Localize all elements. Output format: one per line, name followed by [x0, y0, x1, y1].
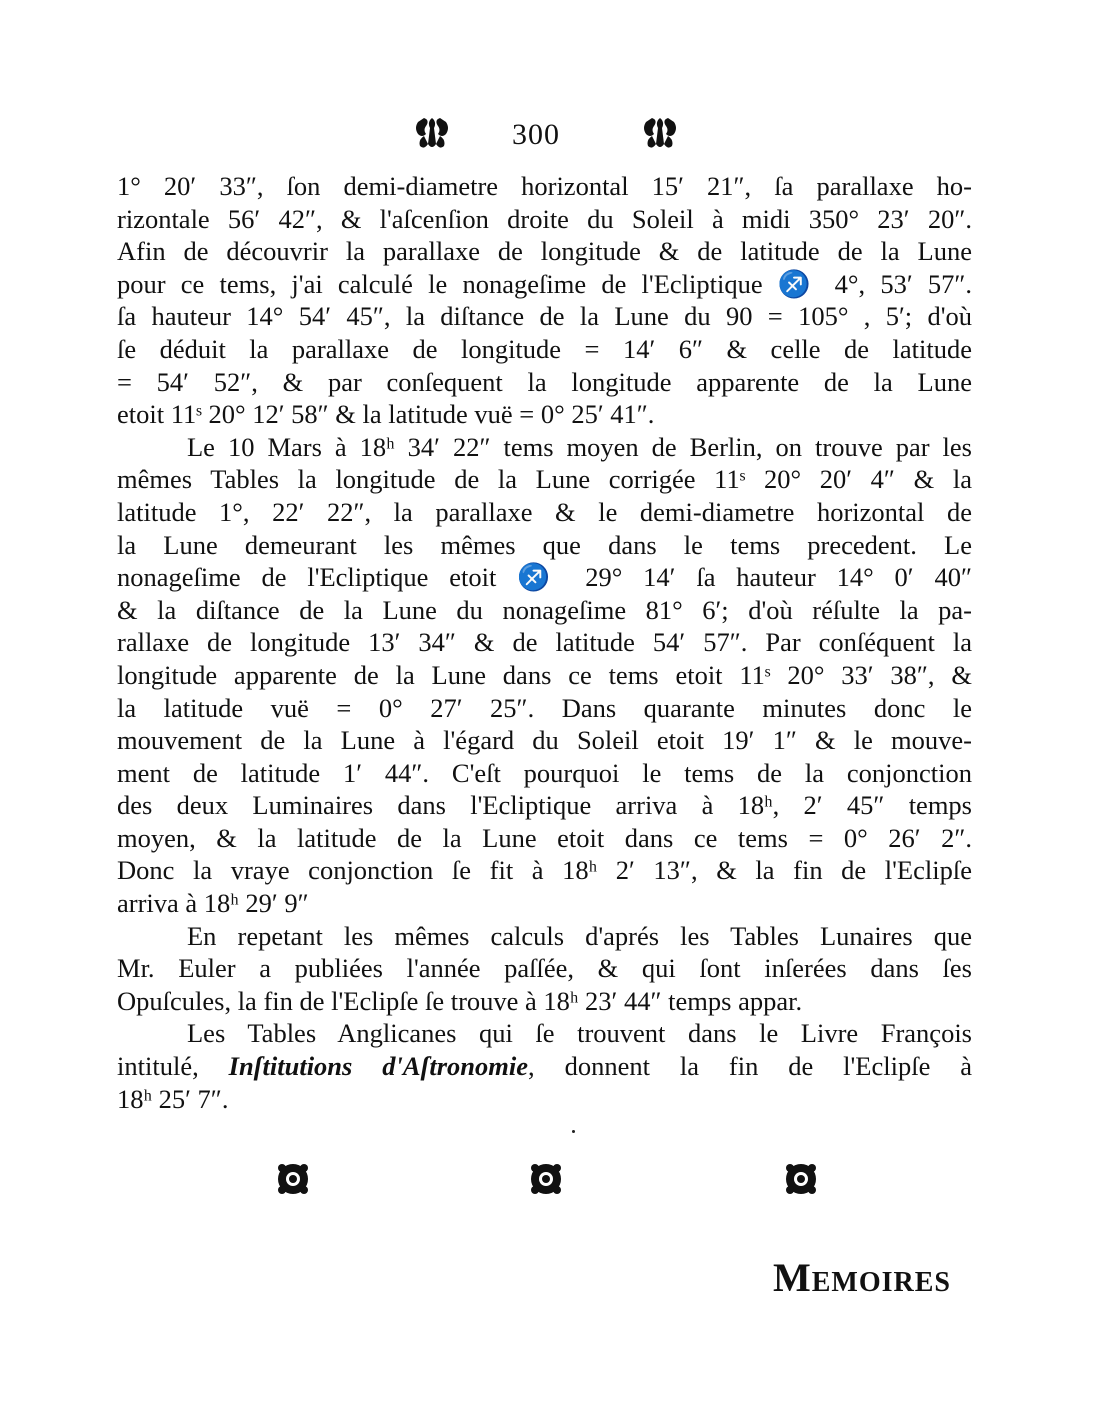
- text-fragment: , donnent la fin de l'Eclipſe à: [528, 1051, 973, 1082]
- text-line: ment de latitude 1′ 44″. C'eſt pourquoi le tems de la conjonction: [117, 757, 972, 788]
- text-line: mouvement de la Lune à l'égard du Soleil etoit 19′ 1″ & le mouve-: [117, 725, 972, 756]
- text-line: 18ʰ 25′ 7″.: [117, 1083, 229, 1114]
- text-line-with-title: [117, 1050, 972, 1083]
- running-header: [0, 116, 1100, 156]
- text-line: 1° 20′ 33″, ſon demi-diametre horizontal 15′ 21″, ſa parallaxe ho-: [117, 171, 972, 201]
- paragraph-start-line: Les Tables Anglicanes qui ſe trouvent dans le Livre François: [187, 1018, 972, 1049]
- text-line: rizontale 56′ 42″, & l'aſcenſion droite du Soleil à midi 350° 23′ 20″.: [117, 203, 972, 234]
- fleuron-ornament-icon: [274, 1160, 312, 1198]
- text-line: & la diſtance de la Lune du nonageſime 81° 6′; d'où réſulte la pa-: [117, 594, 972, 625]
- text-line: pour ce tems, j'ai calculé le nonageſime de l'Ecliptique ♐ 4°, 53′ 57″.: [117, 268, 972, 299]
- text-line: etoit 11ˢ 20° 12′ 58″ & la latitude vuë = 0° 25′ 41″.: [117, 399, 655, 430]
- text-line: Donc la vraye conjonction ſe fit à 18ʰ 2′ 13″, & la fin de l'Eclipſe: [117, 855, 972, 886]
- text-line: ſa hauteur 14° 54′ 45″, la diſtance de la Lune du 90 = 105° , 5′; d'où: [117, 301, 972, 332]
- text-line: ſe déduit la parallaxe de longitude = 14′ 6″ & celle de latitude: [117, 333, 972, 364]
- vignette-ornament-right-icon: [640, 116, 680, 152]
- text-line: moyen, & la latitude de la Lune etoit dans ce tems = 0° 26′ 2″.: [117, 822, 972, 853]
- vignette-ornament-left-icon: [412, 116, 452, 152]
- text-line: mêmes Tables la longitude de la Lune corrigée 11ˢ 20° 20′ 4″ & la: [117, 464, 972, 495]
- page-number: 300: [512, 118, 560, 151]
- fleuron-ornament-icon: [527, 1160, 565, 1198]
- text-line: rallaxe de longitude 13′ 34″ & de latitude 54′ 57″. Par conſéquent la: [117, 627, 972, 658]
- text-line: latitude 1°, 22′ 22″, la parallaxe & le demi-diametre horizontal de: [117, 496, 972, 527]
- text-fragment: intitulé,: [117, 1051, 199, 1082]
- catchword: Memoires: [773, 1255, 952, 1300]
- text-line: nonageſime de l'Ecliptique etoit ♐ 29° 14′ ſa hauteur 14° 0′ 40″: [117, 562, 972, 593]
- ink-speck: [572, 1130, 575, 1133]
- book-title: Inſtitutions d'Aſtronomie: [228, 1051, 529, 1082]
- text-line: Afin de découvrir la parallaxe de longitude & de latitude de la Lune: [117, 236, 972, 267]
- text-line: longitude apparente de la Lune dans ce tems etoit 11ˢ 20° 33′ 38″, &: [117, 659, 972, 690]
- text-line: la latitude vuë = 0° 27′ 25″. Dans quarante minutes donc le: [117, 692, 972, 723]
- fleuron-row: [0, 1160, 1100, 1200]
- fleuron-ornament-icon: [782, 1160, 820, 1198]
- paragraph-start-line: En repetant les mêmes calculs d'aprés les Tables Lunaires que: [187, 920, 972, 951]
- text-line: Opuſcules, la fin de l'Eclipſe ſe trouve à 18ʰ 23′ 44″ temps appar.: [117, 985, 803, 1016]
- paragraph-start-line: Le 10 Mars à 18ʰ 34′ 22″ tems moyen de Berlin, on trouve par les: [187, 431, 972, 462]
- body-text: [117, 170, 972, 1115]
- text-line: = 54′ 52″, & par conſequent la longitude apparente de la Lune: [117, 366, 972, 397]
- text-line: arriva à 18ʰ 29′ 9″: [117, 888, 309, 919]
- text-line: des deux Luminaires dans l'Ecliptique arriva à 18ʰ, 2′ 45″ temps: [117, 790, 972, 821]
- text-line: la Lune demeurant les mêmes que dans le tems precedent. Le: [117, 529, 972, 560]
- text-line: Mr. Euler a publiées l'année paſſée, & qui ſont inſerées dans ſes: [117, 953, 972, 984]
